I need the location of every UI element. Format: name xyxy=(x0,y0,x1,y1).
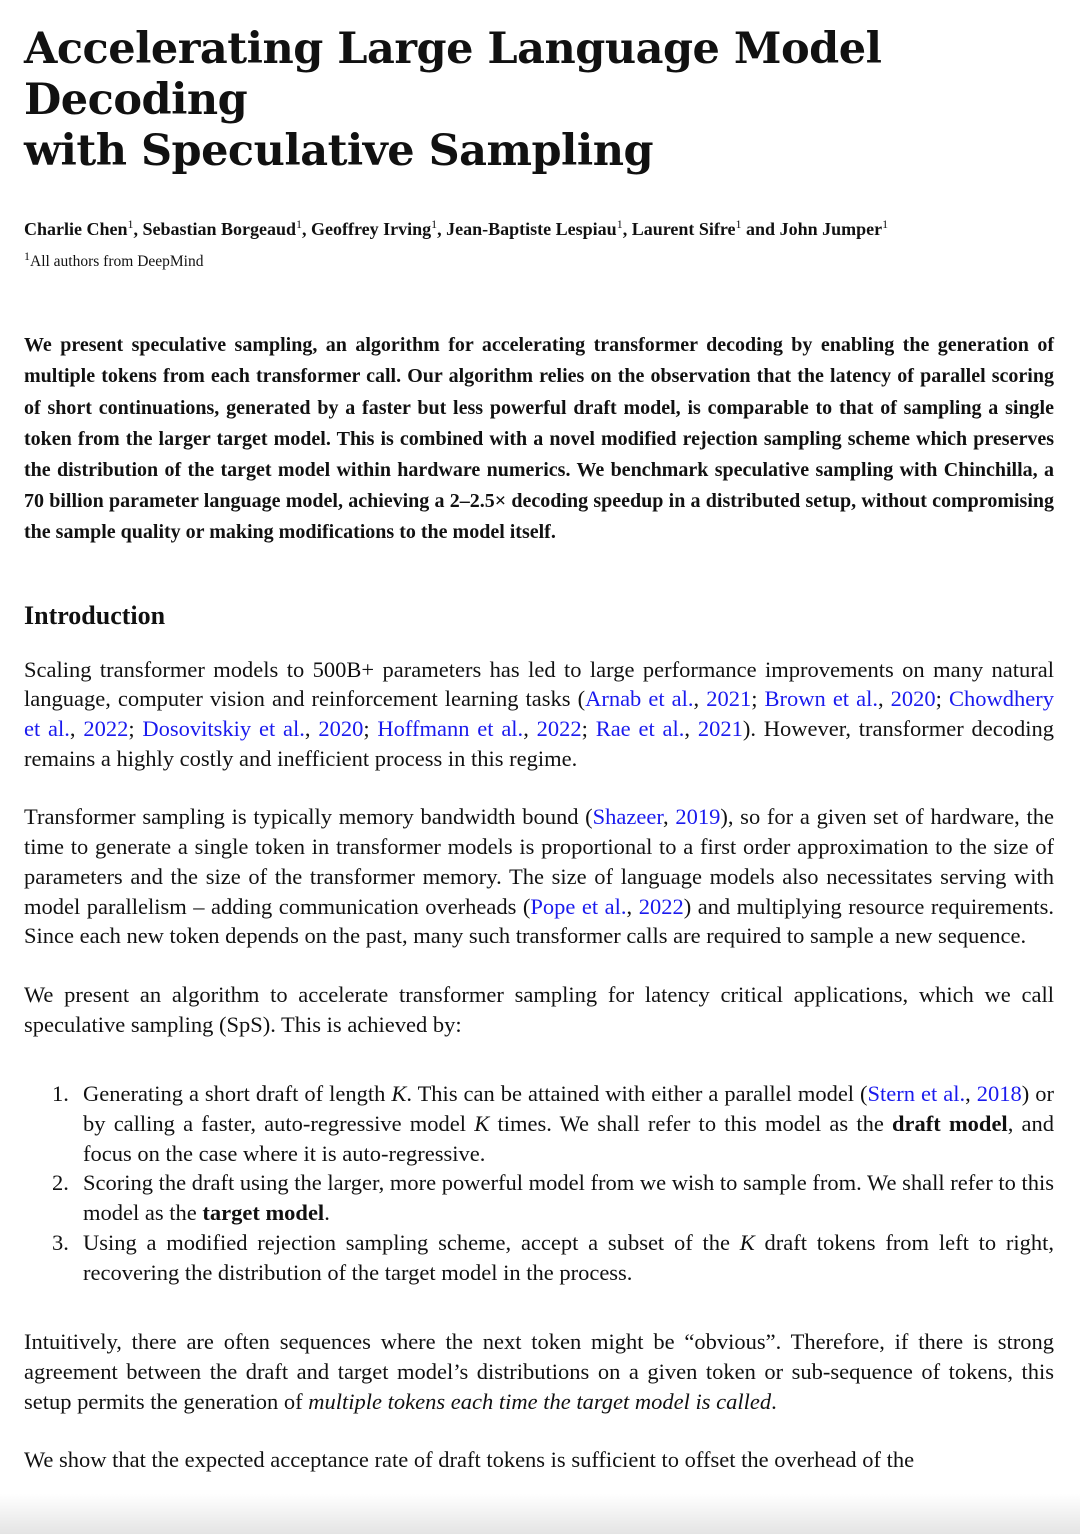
italic-text: multiple tokens each time the target model is called xyxy=(308,1388,772,1414)
citation-link[interactable]: Brown et al. xyxy=(764,686,878,712)
title-line: Accelerating Large Language Model Decoding xyxy=(24,24,882,125)
text-run: , xyxy=(684,715,698,741)
affiliation-marker: 1 xyxy=(882,217,889,231)
text-run: ; xyxy=(363,715,378,741)
citation-link[interactable]: Stern et al. xyxy=(867,1081,966,1107)
citation-link[interactable]: Arnab et al. xyxy=(585,686,694,712)
citation-link[interactable]: Dosovitskiy et al. xyxy=(142,715,305,741)
author-name: John Jumper xyxy=(779,219,883,239)
author-name: Laurent Sifre xyxy=(631,219,736,239)
author-separator: and xyxy=(741,219,780,239)
citation-link[interactable]: 2022 xyxy=(638,893,684,919)
italic-text: K xyxy=(739,1229,755,1255)
intro-paragraph-1 xyxy=(24,655,1054,774)
text-run: . This can be attained with either a parallel model ( xyxy=(406,1081,868,1107)
citation-link[interactable]: 2021 xyxy=(697,715,743,741)
citation-link[interactable]: 2022 xyxy=(83,715,129,741)
affiliation-marker: 1 xyxy=(127,217,134,231)
affiliation-marker: 1 xyxy=(616,217,623,231)
text-run: , xyxy=(69,715,84,741)
citation-link[interactable]: 2019 xyxy=(675,804,721,830)
citation-link[interactable]: 2020 xyxy=(890,686,936,712)
author-name: Geoffrey Irving xyxy=(311,219,432,239)
text-run: , and focus on the case where it is auto-regressive. xyxy=(83,1111,1055,1166)
steps-list xyxy=(24,1079,1054,1287)
author-separator: , xyxy=(437,219,447,239)
citation-link[interactable]: Pope et al. xyxy=(530,893,627,919)
abstract: We present speculative sampling, an algorithm for accelerating transformer decoding by enabling the generation of multiple tokens from each transformer call. Our algorithm relies on the observation that the latency of parallel scoring of short continuations, generated by a faster but less powerful draft model, is comparable to that of sampling a single token from the larger target model. This is combined with a novel modified rejection sampling scheme which preserves the distribution of the target model within hardware numerics. We benchmark speculative sampling with Chinchilla, a 70 billion parameter language model, achieving a 2–2.5× decoding speedup in a distributed setup, without compromising the sample quality or making modifications to the model itself. xyxy=(24,334,1054,544)
text-run: Scaling transformer models to 500B+ parameters has led to large performance improvements on many natural language, computer vision and reinforcement learning tasks ( xyxy=(24,656,1054,712)
author-list xyxy=(24,210,1054,244)
title-line: with Speculative Sampling xyxy=(24,126,654,176)
text-run: Transformer sampling is typically memory bandwidth bound ( xyxy=(24,804,593,830)
text-run: ; xyxy=(751,686,765,712)
intro-paragraph-5 xyxy=(24,1445,1054,1475)
citation-link[interactable]: Shazeer xyxy=(592,804,663,830)
text-run: Scoring the draft using the larger, more powerful model from we wish to sample from. We shall refer to this model as the xyxy=(83,1170,1054,1226)
italic-text: K xyxy=(391,1081,407,1107)
citation-link[interactable]: 2018 xyxy=(976,1081,1022,1107)
text-run: , xyxy=(523,715,537,741)
text-run: , xyxy=(626,893,639,919)
citation-link[interactable]: Chowdhery et al. xyxy=(24,686,1054,741)
text-run: , xyxy=(304,715,319,741)
list-item xyxy=(24,1079,1054,1168)
text-run: Using a modified rejection sampling scheme, accept a subset of the xyxy=(83,1229,740,1255)
text-run: , xyxy=(693,686,707,712)
text-run: ), so for a given set of hardware, the time to generate a single token in transformer models is proportional to a first order approximation to the size of parameters and the size of the transformer memory. The size of language models also necessitates serving with model parallelism – adding communication overheads ( xyxy=(24,804,1055,919)
list-number: 1. xyxy=(52,1081,69,1107)
affiliation-marker: 1 xyxy=(24,249,30,263)
author-name: Charlie Chen xyxy=(24,219,128,239)
affiliation-marker: 1 xyxy=(296,217,303,231)
intro-paragraph-3 xyxy=(24,980,1054,1039)
text-run: draft tokens from left to right, recovering the distribution of the target model in the process. xyxy=(83,1229,1054,1285)
author-separator: , xyxy=(302,219,312,239)
text-run: . xyxy=(324,1200,330,1226)
text-run: Intuitively, there are often sequences where the next token might be “obvious”. Therefore, if there is strong agreement between the draft and target model’s distributions on a given token or sub-sequence of tokens, this setup permits the generation of xyxy=(24,1329,1054,1414)
text-run: , xyxy=(877,686,891,712)
list-item xyxy=(24,1228,1054,1287)
text-run: , xyxy=(965,1081,977,1107)
author-name: Jean-Baptiste Lespiau xyxy=(446,219,617,239)
paper-title xyxy=(24,24,1054,177)
text-run: ) or by calling a faster, auto-regressive model xyxy=(83,1081,1054,1137)
text-run: ; xyxy=(581,715,596,741)
text-run: ; xyxy=(128,715,143,741)
author-separator: , xyxy=(133,219,143,239)
author-name: Sebastian Borgeaud xyxy=(142,219,297,239)
affiliation-marker: 1 xyxy=(735,217,742,231)
italic-text: K xyxy=(474,1111,490,1137)
affiliation-marker: 1 xyxy=(431,217,438,231)
bold-term: draft model xyxy=(892,1111,1008,1137)
citation-link[interactable]: 2022 xyxy=(536,715,582,741)
affiliation xyxy=(24,246,1054,272)
intro-paragraph-4 xyxy=(24,1327,1054,1416)
list-number: 3. xyxy=(52,1229,69,1255)
text-run: We show that the expected acceptance rate of draft tokens is sufficient to offset the overhead of the xyxy=(24,1447,915,1473)
affiliation-text: All authors from DeepMind xyxy=(30,253,204,271)
list-item xyxy=(24,1168,1054,1227)
citation-link[interactable]: Rae et al. xyxy=(595,715,685,741)
text-run: . xyxy=(771,1388,777,1414)
citation-link[interactable]: 2020 xyxy=(318,715,364,741)
section-heading-introduction: Introduction xyxy=(24,600,166,630)
bold-term: target model xyxy=(202,1200,325,1226)
text-run: , xyxy=(662,804,676,830)
text-run: We present an algorithm to accelerate transformer sampling for latency critical applications, which we call speculative sampling (SpS). This is achieved by: xyxy=(24,981,1054,1037)
list-number: 2. xyxy=(52,1170,69,1196)
text-run: Generating a short draft of length xyxy=(83,1081,392,1107)
citation-link[interactable]: Hoffmann et al. xyxy=(377,715,524,741)
text-run: times. We shall refer to this model as the xyxy=(489,1111,893,1137)
citation-link[interactable]: 2021 xyxy=(706,686,752,712)
intro-paragraph-2 xyxy=(24,802,1054,951)
text-run: ; xyxy=(935,686,949,712)
text-run: ). However, transformer decoding remains a highly costly and inefficient process in this regime. xyxy=(24,715,1054,771)
author-separator: , xyxy=(622,219,632,239)
text-run: ) and multiplying resource requirements. Since each new token depends on the past, many such transformer calls are required to sample a new sequence. xyxy=(24,893,1054,949)
